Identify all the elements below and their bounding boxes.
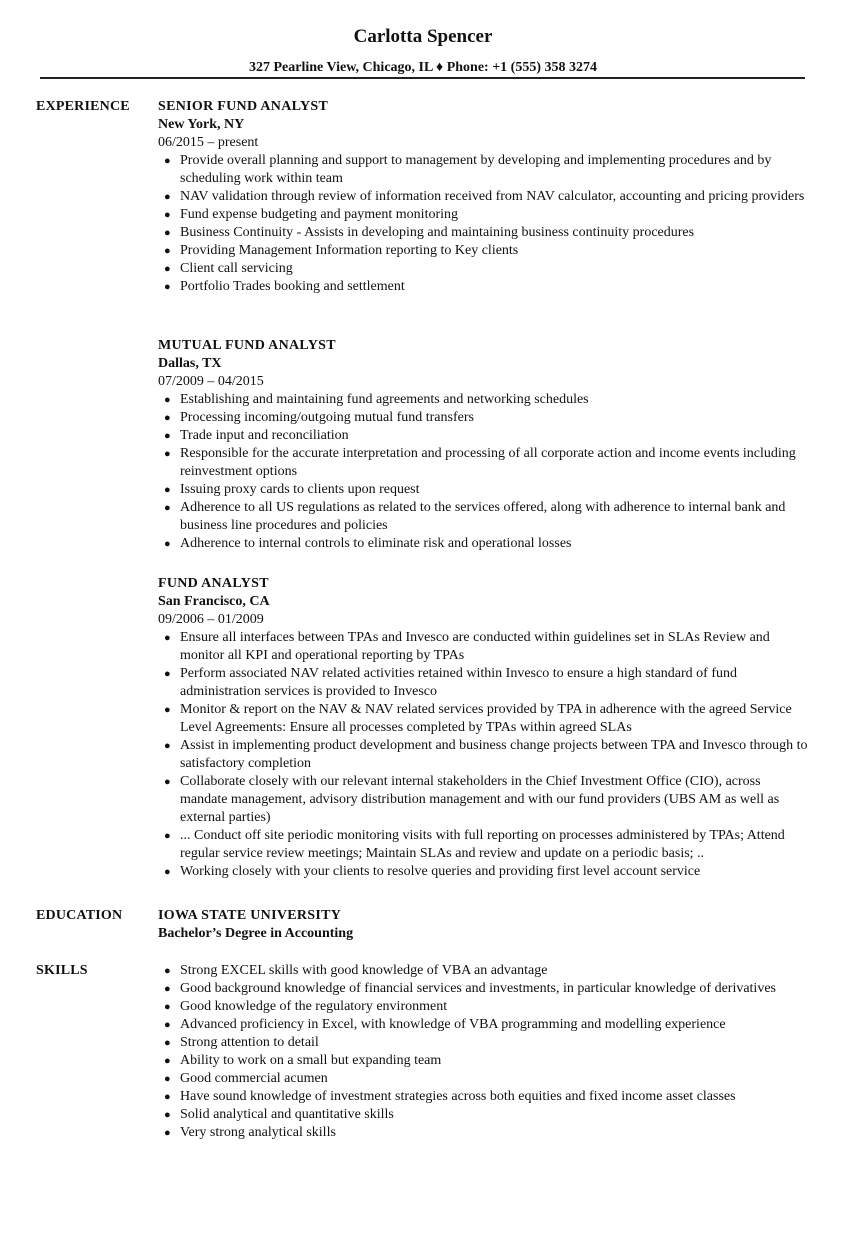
education-entry bbox=[158, 907, 828, 943]
list-item: ● Working closely with your clients to resolve queries and providing first level account service bbox=[164, 864, 701, 879]
job-entry bbox=[158, 98, 818, 296]
job-title: SENIOR FUND ANALYST bbox=[158, 99, 329, 114]
list-item: ● Fund expense budgeting and payment monitoring bbox=[164, 207, 459, 222]
list-item: ● Portfolio Trades booking and settlement bbox=[164, 279, 405, 294]
bullet-icon: ● bbox=[164, 281, 171, 293]
list-item: ● Issuing proxy cards to clients upon request bbox=[164, 482, 420, 497]
list-item: ● Have sound knowledge of investment strategies across both equities and fixed income asset classes bbox=[164, 1089, 736, 1104]
list-item: ● Responsible for the accurate interpretation and processing of all corporate action and income events including reinvestment options bbox=[164, 446, 796, 479]
list-item: ● Client call servicing bbox=[164, 261, 293, 276]
bullet-icon: ● bbox=[164, 538, 171, 550]
list-item: ● Good knowledge of the regulatory environment bbox=[164, 999, 448, 1014]
job-bullet-list bbox=[158, 629, 810, 881]
bullet-icon: ● bbox=[164, 1073, 171, 1085]
bullet-icon: ● bbox=[164, 448, 171, 460]
bullet-icon: ● bbox=[164, 1055, 171, 1067]
bullet-icon: ● bbox=[164, 668, 171, 680]
bullet-icon: ● bbox=[164, 430, 171, 442]
list-item: ● Assist in implementing product development and business change projects between TPA and Invesco through to satisfactory completion bbox=[164, 738, 808, 771]
list-item: ● Processing incoming/outgoing mutual fund transfers bbox=[164, 410, 474, 425]
list-item: ● Business Continuity - Assists in developing and maintaining business continuity procedures bbox=[164, 225, 695, 240]
list-item: ● Strong attention to detail bbox=[164, 1035, 319, 1050]
job-entry bbox=[158, 575, 810, 881]
job-title: FUND ANALYST bbox=[158, 576, 269, 591]
bullet-icon: ● bbox=[164, 1019, 171, 1031]
bullet-icon: ● bbox=[164, 263, 171, 275]
job-dates: 06/2015 – present bbox=[158, 135, 259, 150]
section-label-education: EDUCATION bbox=[36, 908, 123, 923]
job-location: San Francisco, CA bbox=[158, 594, 270, 609]
bullet-icon: ● bbox=[164, 155, 171, 167]
list-item: ● Ability to work on a small but expanding team bbox=[164, 1053, 442, 1068]
list-item: ● Strong EXCEL skills with good knowledge of VBA an advantage bbox=[164, 963, 548, 978]
bullet-icon: ● bbox=[164, 1109, 171, 1121]
header-divider bbox=[40, 77, 805, 79]
bullet-icon: ● bbox=[164, 632, 171, 644]
list-item: ● Perform associated NAV related activities retained within Invesco to ensure a high standard of fund administration services is provided to Invesco bbox=[164, 666, 737, 699]
list-item: ● Advanced proficiency in Excel, with knowledge of VBA programming and modelling experience bbox=[164, 1017, 726, 1032]
list-item: ● Provide overall planning and support to management by developing and implementing procedures and by scheduling work within team bbox=[164, 153, 772, 186]
list-item: ● Ensure all interfaces between TPAs and Invesco are conducted within guidelines set in SLAs Review and monitor all KPI and operational reporting by TPAs bbox=[164, 630, 770, 663]
bullet-icon: ● bbox=[164, 245, 171, 257]
job-title: MUTUAL FUND ANALYST bbox=[158, 338, 336, 353]
skills-entry bbox=[158, 962, 828, 1142]
list-item: ● Adherence to all US regulations as related to the services offered, along with adherence to internal bank and business line procedures and policies bbox=[164, 500, 786, 533]
job-entry bbox=[158, 337, 808, 553]
list-item: ● Trade input and reconciliation bbox=[164, 428, 349, 443]
bullet-icon: ● bbox=[164, 502, 171, 514]
job-location: Dallas, TX bbox=[158, 356, 222, 371]
bullet-icon: ● bbox=[164, 191, 171, 203]
job-dates: 09/2006 – 01/2009 bbox=[158, 612, 264, 627]
list-item: ● Solid analytical and quantitative skills bbox=[164, 1107, 394, 1122]
list-item: ● ... Conduct off site periodic monitoring visits with full reporting on processes administered by TPAs; Attend regular service review meetings; Maintain SLAs and review and update on a periodic basis; .. bbox=[164, 828, 785, 861]
school-name: IOWA STATE UNIVERSITY bbox=[158, 908, 342, 923]
bullet-icon: ● bbox=[164, 776, 171, 788]
job-location: New York, NY bbox=[158, 117, 245, 132]
bullet-icon: ● bbox=[164, 209, 171, 221]
bullet-icon: ● bbox=[164, 866, 171, 878]
list-item: ● Good background knowledge of financial services and investments, in particular knowledge of derivatives bbox=[164, 981, 776, 996]
bullet-icon: ● bbox=[164, 704, 171, 716]
bullet-icon: ● bbox=[164, 227, 171, 239]
skills-list bbox=[158, 962, 828, 1142]
bullet-icon: ● bbox=[164, 1127, 171, 1139]
list-item: ● Establishing and maintaining fund agreements and networking schedules bbox=[164, 392, 589, 407]
bullet-icon: ● bbox=[164, 394, 171, 406]
bullet-icon: ● bbox=[164, 740, 171, 752]
bullet-icon: ● bbox=[164, 1037, 171, 1049]
list-item: ● NAV validation through review of information received from NAV calculator, accounting and pricing providers bbox=[164, 189, 805, 204]
degree: Bachelor’s Degree in Accounting bbox=[158, 926, 354, 941]
list-item: ● Providing Management Information reporting to Key clients bbox=[164, 243, 519, 258]
bullet-icon: ● bbox=[164, 1001, 171, 1013]
bullet-icon: ● bbox=[164, 484, 171, 496]
section-label-experience: EXPERIENCE bbox=[36, 99, 130, 114]
job-bullet-list bbox=[158, 152, 818, 296]
candidate-name: Carlotta Spencer bbox=[353, 26, 493, 47]
contact-line: 327 Pearline View, Chicago, IL ♦ Phone: +1 (555) 358 3274 bbox=[249, 60, 597, 75]
bullet-icon: ● bbox=[164, 1091, 171, 1103]
job-bullet-list bbox=[158, 391, 808, 553]
bullet-icon: ● bbox=[164, 412, 171, 424]
list-item: ● Good commercial acumen bbox=[164, 1071, 328, 1086]
list-item: ● Very strong analytical skills bbox=[164, 1125, 336, 1140]
list-item: ● Adherence to internal controls to eliminate risk and operational losses bbox=[164, 536, 572, 551]
bullet-icon: ● bbox=[164, 965, 171, 977]
job-dates: 07/2009 – 04/2015 bbox=[158, 374, 264, 389]
section-label-skills: SKILLS bbox=[36, 963, 88, 978]
bullet-icon: ● bbox=[164, 983, 171, 995]
list-item: ● Monitor & report on the NAV & NAV related services provided by TPA in adherence with the agreed Service Level Agreements: Ensure all processes completed by TPAs within agreed SLAs bbox=[164, 702, 792, 735]
list-item: ● Collaborate closely with our relevant internal stakeholders in the Chief Investment Office (CIO), across mandate management, advisory distribution management and with our fund providers (UBS AM as well as external parties) bbox=[164, 774, 780, 825]
bullet-icon: ● bbox=[164, 830, 171, 842]
